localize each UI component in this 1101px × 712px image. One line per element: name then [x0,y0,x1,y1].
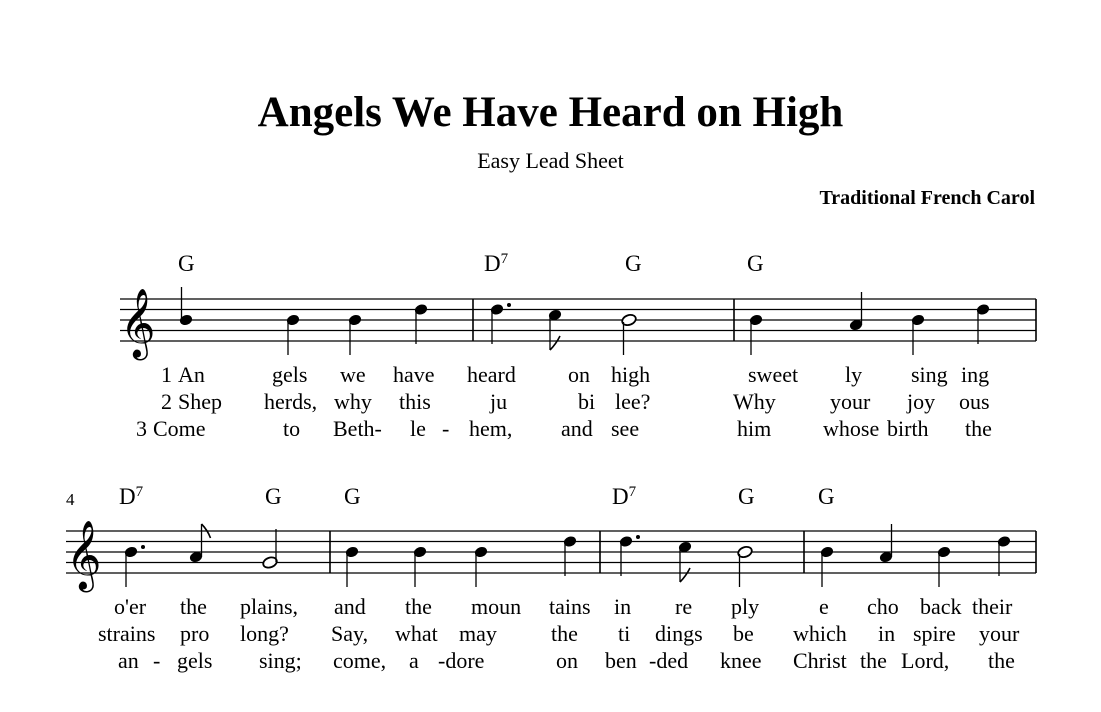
lyric-syllable: and [334,594,366,619]
lyric-syllable: on [556,648,578,673]
lyric-syllable: Come [153,416,206,441]
lyric-syllable: sing; [259,648,302,673]
treble-clef-icon: 𝄞 [120,288,156,358]
lyric-syllable: sweet [748,362,799,387]
lyric-syllable: see [611,416,640,441]
chord-symbol: G [625,251,642,276]
lyric-syllable: Why [733,389,776,414]
lyric-syllable: the [551,621,578,646]
lyrics-verse-3 [118,648,1015,673]
lyric-syllable: ply [731,594,760,619]
lyric-syllable: this [399,389,431,414]
note [820,545,835,587]
lyric-syllable: ing [961,362,990,387]
lyric-syllable: hem, [469,416,513,441]
lyric-syllable: gels [272,362,308,387]
chord-symbol: G [265,484,282,509]
lyric-syllable: back [920,594,962,619]
lyric-syllable: your [830,389,871,414]
lyric-syllable: spire [913,621,956,646]
lyric-syllable: an [118,648,139,673]
note [548,308,563,350]
chord-symbol: G [818,484,835,509]
note [678,540,693,582]
lyric-syllable: be [733,621,754,646]
lyric-syllable: come, [333,648,387,673]
lyric-syllable: plains, [240,594,299,619]
note [911,313,926,355]
lyrics-verse-2 [98,621,1020,646]
lyric-syllable: ti [618,621,631,646]
lyric-syllable: o'er [114,594,147,619]
note [849,292,864,332]
lyric-syllable: strains [98,621,156,646]
note [124,545,145,587]
lyric-syllable: - [442,416,450,441]
note [937,545,952,587]
note [348,313,363,355]
lyric-syllable: cho [867,594,899,619]
lyric-syllable: the [405,594,432,619]
staff-lines [120,299,1036,341]
lyric-syllable: why [334,389,372,414]
lyric-syllable: le [410,416,426,441]
lyrics-verse-1 [114,594,1013,619]
lyric-syllable: -ded [649,648,689,673]
note [286,313,301,355]
lyric-syllable: gels [177,648,213,673]
note [189,524,211,564]
verse-number: 1 [161,362,172,387]
composer-credit: Traditional French Carol [819,187,1035,209]
staff-system-1 [120,251,1036,441]
lyric-syllable: their [972,594,1013,619]
chord-symbol: G [178,251,195,276]
lyric-syllable: Shep [178,389,222,414]
treble-clef-icon: 𝄞 [66,520,102,590]
lyric-syllable: lee? [615,389,651,414]
note [414,303,429,344]
lyric-syllable: may [459,621,497,646]
staff-lines [66,531,1036,573]
lyric-syllable: moun [471,594,522,619]
song-subtitle: Easy Lead Sheet [477,148,624,173]
note [345,545,360,587]
lyric-syllable: heard [467,362,516,387]
lyrics-verse-2 [161,389,990,414]
lyric-syllable: pro [180,621,210,646]
chord-symbol: $D^7$ [484,251,509,276]
verse-number: 2 [161,389,172,414]
lyric-syllable: e [819,594,829,619]
note [413,545,428,587]
lyric-syllable: what [395,621,438,646]
lyric-syllable: whose [823,416,880,441]
chord-symbol: G [344,484,361,509]
verse-number: 3 [136,416,147,441]
lyric-syllable: An [178,362,205,387]
lyric-syllable: have [393,362,435,387]
song-title: Angels We Have Heard on High [257,89,844,136]
note [179,287,194,327]
lyric-syllable: dings [655,621,703,646]
lyric-syllable: herds, [264,389,318,414]
chord-symbol: G [738,484,755,509]
chord-symbol: $D^7$ [612,484,637,509]
lyric-syllable: in [614,594,632,619]
chord-symbols [178,251,764,276]
chord-symbols [119,484,835,509]
lyric-syllable: Beth- [333,416,382,441]
lyric-syllable: long? [240,621,289,646]
lyric-syllable: him [737,416,772,441]
lyric-syllable: Lord, [901,648,950,673]
lyric-syllable: knee [720,648,762,673]
lyric-syllable: ju [490,389,508,414]
lyric-syllable: the [965,416,992,441]
lyric-syllable: on [568,362,590,387]
lyric-syllable: high [611,362,651,387]
lyrics-verse-3 [136,416,992,441]
note [879,524,894,564]
lyric-syllable: bi [578,389,596,414]
note [749,313,764,355]
lyric-syllable: ly [845,362,863,387]
lyric-syllable: in [878,621,896,646]
lyric-syllable: sing [911,362,948,387]
note [262,529,278,569]
measure-number: 4 [66,490,75,509]
lyric-syllable: re [675,594,693,619]
lyric-syllable: joy [907,389,936,414]
lyric-syllable: a [409,648,419,673]
lyric-syllable: the [860,648,887,673]
staff-system-2 [66,484,1036,673]
lyric-syllable: your [979,621,1020,646]
lyric-syllable: ous [959,389,990,414]
chord-symbol: $D^7$ [119,484,144,509]
lyric-syllable: and [561,416,593,441]
lyric-syllable: -dore [438,648,485,673]
lyric-syllable: - [153,648,161,673]
lyric-syllable: the [988,648,1015,673]
chord-symbol: G [747,251,764,276]
lyric-syllable: which [793,621,847,646]
lyric-syllable: the [180,594,207,619]
note [997,535,1012,576]
lyrics-verse-1 [161,362,989,387]
lyric-syllable: we [340,362,366,387]
note [976,303,991,344]
note [737,545,753,587]
lyric-syllable: birth [887,416,929,441]
lyric-syllable: Christ [793,648,847,673]
note [621,313,637,355]
note [474,545,489,587]
lyric-syllable: Say, [331,621,369,646]
lyric-syllable: to [283,416,301,441]
lyric-syllable: ben [605,648,637,673]
note [563,535,578,576]
lyric-syllable: tains [549,594,591,619]
